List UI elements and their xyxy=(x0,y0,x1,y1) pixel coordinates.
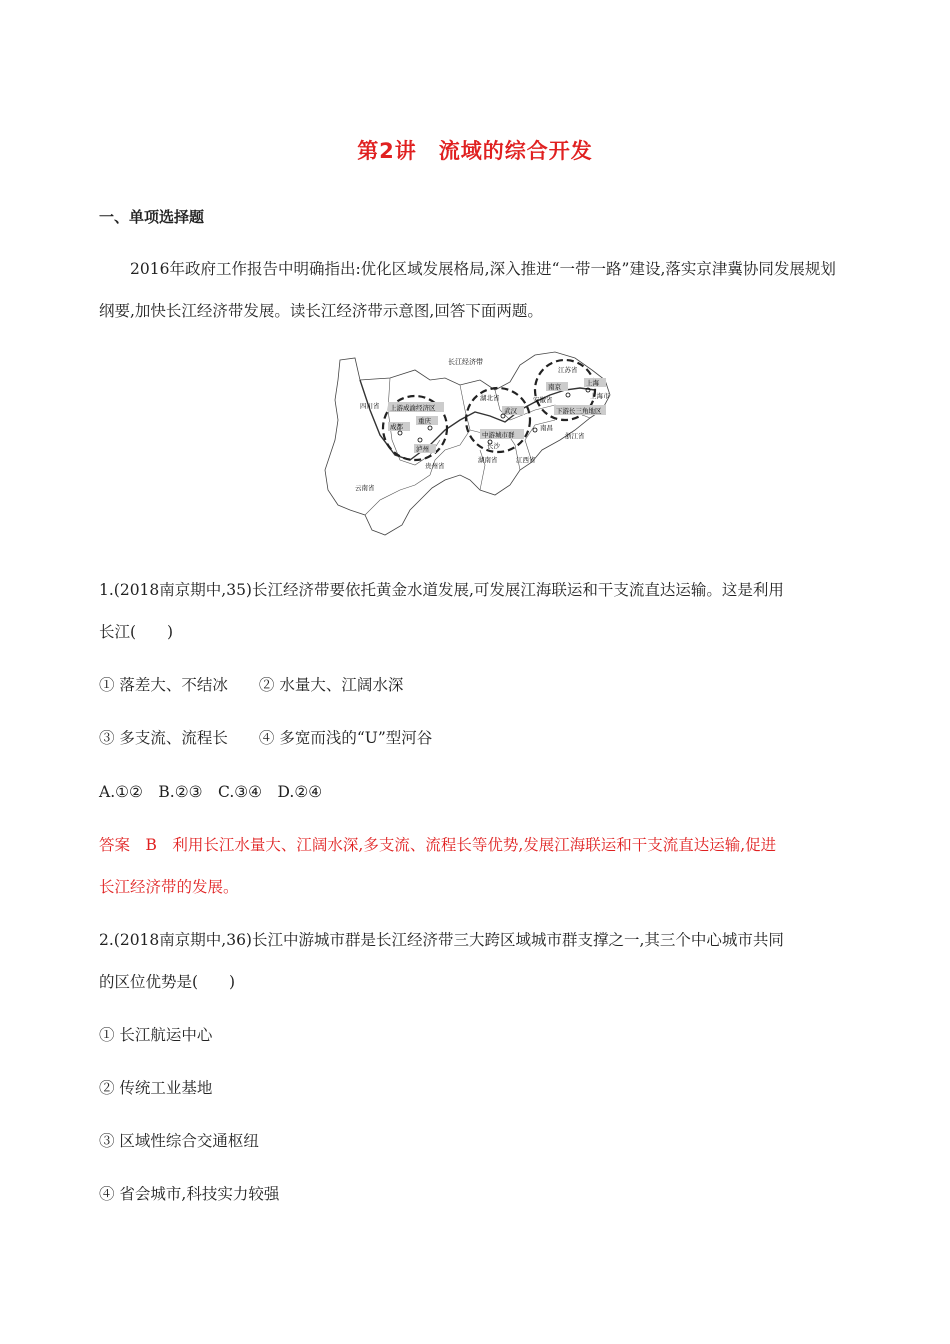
q2-option-4: ④ 省会城市,科技实力较强 xyxy=(99,1185,280,1203)
q2-option-3: ③ 区域性综合交通枢纽 xyxy=(99,1132,259,1150)
label-wuhan: 武汉 xyxy=(504,407,517,415)
label-middle-zone: 中游城市群 xyxy=(482,431,515,439)
q1-stem-line1: 1.(2018南京期中,35)长江经济带要依托黄金水道发展,可发展江海联运和干支流直达运输。这是利用 xyxy=(99,581,784,599)
q2-stem-line2: 的区位优势是( ) xyxy=(99,973,236,991)
q2-stem-line1: 2.(2018南京期中,36)长江中游城市群是长江经济带三大跨区域城市群支撑之一,其三个中心城市共同 xyxy=(99,931,784,949)
label-chongqing: 重庆 xyxy=(418,417,431,425)
label-zhejiang: 浙江省 xyxy=(565,432,585,440)
map-outline xyxy=(325,352,610,535)
label-hubei: 湖北省 xyxy=(480,394,500,402)
label-lower-zone: 下游长三角地区 xyxy=(556,407,602,415)
yangtze-economic-belt-map xyxy=(320,350,620,540)
q1-answer-line1: 答案 B 利用长江水量大、江阔水深,多支流、流程长等优势,发展江海联运和干支流直达运输,促进 xyxy=(99,836,777,854)
q1-choices: A.①② B.②③ C.③④ D.②④ xyxy=(99,783,323,801)
label-changsha: 长沙 xyxy=(487,442,500,450)
q1-answer-line2: 长江经济带的发展。 xyxy=(99,878,239,896)
label-chengdu: 成都 xyxy=(390,423,403,431)
q2-option-2: ② 传统工业基地 xyxy=(99,1079,213,1097)
label-anhui: 安徽省 xyxy=(533,396,553,404)
label-shanghai: 上海 xyxy=(586,379,599,387)
q1-options-row1: ① 落差大、不结冰 ② 水量大、江阔水深 xyxy=(99,676,404,694)
label-nanjing: 南京 xyxy=(548,383,561,391)
label-yunnan: 云南省 xyxy=(355,484,375,492)
q2-option-1: ① 长江航运中心 xyxy=(99,1026,213,1044)
label-upper-zone: 上游成渝经济区 xyxy=(390,404,436,412)
label-hunan: 湖南省 xyxy=(478,456,498,464)
label-nanchang: 南昌 xyxy=(540,424,553,432)
map-title: 长江经济带 xyxy=(448,358,483,366)
page-title: 第2讲 流域的综合开发 xyxy=(357,139,593,163)
label-sichuan: 四川省 xyxy=(360,402,380,410)
label-jiangxi: 江西省 xyxy=(516,456,536,464)
q1-stem-line2: 长江( ) xyxy=(99,623,174,641)
section-heading: 一、单项选择题 xyxy=(99,208,205,226)
label-shanghai-city: 上海市 xyxy=(590,392,610,400)
label-luzhou: 泸州 xyxy=(416,445,429,453)
label-jiangsu: 江苏省 xyxy=(558,366,578,374)
intro-paragraph: 2016年政府工作报告中明确指出:优化区域发展格局,深入推进“一带一路”建设,落实京津冀协同发展规划纲要,加快长江经济带发展。读长江经济带示意图,回答下面两题。 xyxy=(99,260,836,320)
label-guizhou: 贵州省 xyxy=(425,462,445,470)
q1-options-row2: ③ 多支流、流程长 ④ 多宽而浅的“U”型河谷 xyxy=(99,729,433,747)
